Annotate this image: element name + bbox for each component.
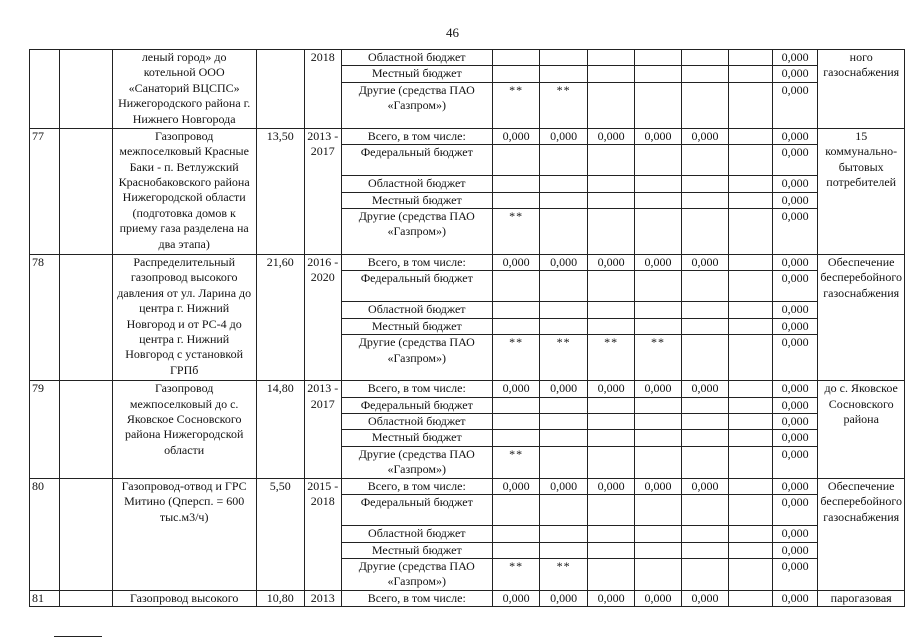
implementation-years: 2013 - 2017 — [304, 381, 341, 478]
funding-source: Всего, в том числе: — [341, 255, 492, 271]
investment-table — [29, 49, 905, 607]
annual-amount — [492, 192, 539, 208]
annual-amount — [587, 558, 634, 590]
annual-amount — [681, 66, 728, 82]
funding-source: Местный бюджет — [341, 192, 492, 208]
total-amount: 0,000 — [772, 526, 818, 542]
total-amount: 0,000 — [772, 430, 818, 446]
annual-amount — [587, 526, 634, 542]
annual-amount — [635, 302, 681, 318]
annual-amount: ** — [587, 335, 634, 381]
annual-amount: ** — [540, 558, 587, 590]
annual-amount — [635, 66, 681, 82]
blank-column — [59, 50, 112, 129]
annual-amount — [540, 397, 587, 413]
annual-amount — [587, 271, 634, 302]
annual-amount — [681, 558, 728, 590]
table-row — [30, 381, 905, 397]
blank-amount — [729, 381, 773, 397]
annual-amount — [587, 176, 634, 192]
annual-amount — [492, 66, 539, 82]
item-number: 81 — [30, 590, 60, 606]
object-name: леный город» до котельной ООО «Санаторий ВЦСПС» Нижегородского района г. Нижнего Новгорода — [112, 50, 256, 129]
funding-source: Другие (средства ПАО «Газпром») — [341, 335, 492, 381]
annual-amount: 0,000 — [635, 255, 681, 271]
funding-source: Областной бюджет — [341, 50, 492, 66]
total-amount: 0,000 — [772, 255, 818, 271]
blank-amount — [729, 128, 773, 144]
blank-column — [59, 255, 112, 381]
annual-amount — [635, 430, 681, 446]
annual-amount — [492, 176, 539, 192]
blank-amount — [729, 590, 773, 606]
annual-amount: 0,000 — [681, 255, 728, 271]
annual-amount: 0,000 — [587, 255, 634, 271]
pipeline-length: 21,60 — [256, 255, 304, 381]
total-amount: 0,000 — [772, 128, 818, 144]
blank-amount — [729, 66, 773, 82]
annual-amount — [540, 430, 587, 446]
annual-amount — [681, 209, 728, 255]
annual-amount — [492, 271, 539, 302]
annual-amount — [587, 318, 634, 334]
implementation-years: 2016 - 2020 — [304, 255, 341, 381]
blank-amount — [729, 145, 773, 176]
funding-source: Областной бюджет — [341, 414, 492, 430]
total-amount: 0,000 — [772, 302, 818, 318]
annual-amount: ** — [492, 446, 539, 478]
annual-amount — [635, 495, 681, 526]
item-number: 79 — [30, 381, 60, 478]
funding-source: Областной бюджет — [341, 526, 492, 542]
annual-amount: ** — [540, 335, 587, 381]
table-row — [30, 255, 905, 271]
implementation-years: 2013 — [304, 590, 341, 606]
annual-amount — [681, 192, 728, 208]
annual-amount — [681, 430, 728, 446]
funding-source: Местный бюджет — [341, 430, 492, 446]
blank-amount — [729, 526, 773, 542]
expected-result: 15 коммунально-бытовых потребителей — [818, 128, 905, 254]
annual-amount — [540, 318, 587, 334]
funding-source: Федеральный бюджет — [341, 145, 492, 176]
annual-amount — [635, 558, 681, 590]
annual-amount — [635, 542, 681, 558]
blank-amount — [729, 318, 773, 334]
total-amount: 0,000 — [772, 397, 818, 413]
annual-amount — [681, 495, 728, 526]
funding-source: Всего, в том числе: — [341, 128, 492, 144]
blank-amount — [729, 478, 773, 494]
total-amount: 0,000 — [772, 495, 818, 526]
annual-amount — [540, 446, 587, 478]
annual-amount — [681, 526, 728, 542]
annual-amount — [540, 302, 587, 318]
annual-amount: 0,000 — [681, 590, 728, 606]
annual-amount: 0,000 — [492, 478, 539, 494]
item-number: 78 — [30, 255, 60, 381]
blank-amount — [729, 302, 773, 318]
total-amount: 0,000 — [772, 446, 818, 478]
funding-source: Областной бюджет — [341, 302, 492, 318]
annual-amount: 0,000 — [587, 381, 634, 397]
blank-column — [59, 590, 112, 606]
funding-source: Местный бюджет — [341, 66, 492, 82]
table-row — [30, 128, 905, 144]
total-amount: 0,000 — [772, 590, 818, 606]
table-row — [30, 50, 905, 66]
funding-source: Другие (средства ПАО «Газпром») — [341, 558, 492, 590]
funding-source: Федеральный бюджет — [341, 271, 492, 302]
annual-amount — [540, 176, 587, 192]
blank-amount — [729, 192, 773, 208]
annual-amount — [540, 414, 587, 430]
annual-amount — [492, 414, 539, 430]
total-amount: 0,000 — [772, 192, 818, 208]
blank-amount — [729, 414, 773, 430]
annual-amount — [635, 82, 681, 128]
annual-amount — [681, 176, 728, 192]
annual-amount — [540, 50, 587, 66]
funding-source: Федеральный бюджет — [341, 397, 492, 413]
annual-amount: 0,000 — [635, 381, 681, 397]
annual-amount — [540, 271, 587, 302]
annual-amount — [681, 414, 728, 430]
annual-amount — [492, 302, 539, 318]
annual-amount — [587, 192, 634, 208]
annual-amount — [587, 430, 634, 446]
annual-amount — [587, 302, 634, 318]
annual-amount: ** — [492, 335, 539, 381]
annual-amount: 0,000 — [540, 478, 587, 494]
table-row — [30, 478, 905, 494]
expected-result: до с. Яковское Сосновского района — [818, 381, 905, 478]
annual-amount — [681, 145, 728, 176]
annual-amount: 0,000 — [681, 128, 728, 144]
blank-amount — [729, 430, 773, 446]
annual-amount — [492, 542, 539, 558]
blank-amount — [729, 50, 773, 66]
annual-amount: 0,000 — [681, 478, 728, 494]
total-amount: 0,000 — [772, 50, 818, 66]
total-amount: 0,000 — [772, 318, 818, 334]
annual-amount — [635, 526, 681, 542]
pipeline-length: 10,80 — [256, 590, 304, 606]
annual-amount — [492, 430, 539, 446]
annual-amount: ** — [492, 558, 539, 590]
expected-result: парогазовая — [818, 590, 905, 606]
blank-amount — [729, 446, 773, 478]
item-number: 77 — [30, 128, 60, 254]
annual-amount — [681, 318, 728, 334]
annual-amount: 0,000 — [492, 255, 539, 271]
implementation-years: 2018 — [304, 50, 341, 129]
annual-amount — [635, 209, 681, 255]
expected-result: Обеспечение бесперебойного газоснабжения — [818, 255, 905, 381]
annual-amount — [587, 446, 634, 478]
total-amount: 0,000 — [772, 542, 818, 558]
annual-amount — [492, 50, 539, 66]
annual-amount — [492, 397, 539, 413]
annual-amount: ** — [492, 82, 539, 128]
annual-amount: ** — [635, 335, 681, 381]
total-amount: 0,000 — [772, 145, 818, 176]
annual-amount — [635, 192, 681, 208]
annual-amount — [681, 446, 728, 478]
footnote-rule — [54, 636, 102, 637]
annual-amount — [635, 446, 681, 478]
annual-amount — [492, 318, 539, 334]
item-number: 80 — [30, 478, 60, 590]
annual-amount: 0,000 — [587, 128, 634, 144]
annual-amount — [635, 318, 681, 334]
expected-result: ного газоснабжения — [818, 50, 905, 129]
annual-amount — [635, 176, 681, 192]
funding-source: Всего, в том числе: — [341, 590, 492, 606]
annual-amount — [635, 145, 681, 176]
annual-amount: 0,000 — [635, 478, 681, 494]
expected-result: Обеспечение бесперебойного газоснабжения — [818, 478, 905, 590]
pipeline-length: 5,50 — [256, 478, 304, 590]
total-amount: 0,000 — [772, 66, 818, 82]
annual-amount — [681, 542, 728, 558]
funding-source: Другие (средства ПАО «Газпром») — [341, 82, 492, 128]
funding-source: Местный бюджет — [341, 542, 492, 558]
blank-amount — [729, 176, 773, 192]
annual-amount — [540, 542, 587, 558]
item-number — [30, 50, 60, 129]
annual-amount — [681, 50, 728, 66]
blank-amount — [729, 335, 773, 381]
funding-source: Федеральный бюджет — [341, 495, 492, 526]
annual-amount: 0,000 — [540, 128, 587, 144]
annual-amount — [540, 209, 587, 255]
annual-amount: 0,000 — [492, 128, 539, 144]
annual-amount — [587, 414, 634, 430]
blank-column — [59, 381, 112, 478]
annual-amount: 0,000 — [540, 381, 587, 397]
annual-amount: 0,000 — [540, 590, 587, 606]
total-amount: 0,000 — [772, 335, 818, 381]
table-row — [30, 590, 905, 606]
blank-amount — [729, 209, 773, 255]
annual-amount: 0,000 — [587, 590, 634, 606]
annual-amount — [587, 495, 634, 526]
blank-column — [59, 128, 112, 254]
object-name: Газопровод высокого — [112, 590, 256, 606]
funding-source: Местный бюджет — [341, 318, 492, 334]
annual-amount: 0,000 — [492, 590, 539, 606]
annual-amount: 0,000 — [635, 128, 681, 144]
annual-amount — [635, 414, 681, 430]
annual-amount — [492, 526, 539, 542]
annual-amount — [540, 192, 587, 208]
annual-amount — [540, 145, 587, 176]
annual-amount — [540, 495, 587, 526]
page-number: 46 — [446, 25, 459, 40]
pipeline-length — [256, 50, 304, 129]
blank-amount — [729, 558, 773, 590]
funding-source: Областной бюджет — [341, 176, 492, 192]
annual-amount — [587, 82, 634, 128]
blank-amount — [729, 397, 773, 413]
annual-amount — [587, 66, 634, 82]
total-amount: 0,000 — [772, 381, 818, 397]
annual-amount — [635, 271, 681, 302]
total-amount: 0,000 — [772, 271, 818, 302]
pipeline-length: 14,80 — [256, 381, 304, 478]
total-amount: 0,000 — [772, 558, 818, 590]
implementation-years: 2015 - 2018 — [304, 478, 341, 590]
annual-amount: ** — [492, 209, 539, 255]
blank-amount — [729, 542, 773, 558]
object-name: Газопровод межпоселковый до с. Яковское Сосновского района Нижегородской области — [112, 381, 256, 478]
annual-amount — [681, 271, 728, 302]
annual-amount — [587, 397, 634, 413]
annual-amount — [492, 495, 539, 526]
blank-amount — [729, 82, 773, 128]
annual-amount: 0,000 — [540, 255, 587, 271]
annual-amount — [681, 397, 728, 413]
annual-amount — [587, 50, 634, 66]
annual-amount — [492, 145, 539, 176]
annual-amount — [681, 335, 728, 381]
annual-amount — [681, 82, 728, 128]
total-amount: 0,000 — [772, 478, 818, 494]
funding-source: Другие (средства ПАО «Газпром») — [341, 209, 492, 255]
blank-amount — [729, 271, 773, 302]
annual-amount: 0,000 — [635, 590, 681, 606]
pipeline-length: 13,50 — [256, 128, 304, 254]
blank-column — [59, 478, 112, 590]
annual-amount — [540, 526, 587, 542]
annual-amount — [681, 302, 728, 318]
annual-amount: ** — [540, 82, 587, 128]
annual-amount — [540, 66, 587, 82]
annual-amount — [635, 397, 681, 413]
blank-amount — [729, 495, 773, 526]
blank-amount — [729, 255, 773, 271]
total-amount: 0,000 — [772, 414, 818, 430]
total-amount: 0,000 — [772, 176, 818, 192]
funding-source: Всего, в том числе: — [341, 381, 492, 397]
object-name: Газопровод межпоселковый Красные Баки - п. Ветлужский Краснобаковского района Нижегородской области (подготовка домов к приему газа разделена на два этапа) — [112, 128, 256, 254]
funding-source: Другие (средства ПАО «Газпром») — [341, 446, 492, 478]
annual-amount: 0,000 — [492, 381, 539, 397]
implementation-years: 2013 - 2017 — [304, 128, 341, 254]
total-amount: 0,000 — [772, 209, 818, 255]
annual-amount — [587, 542, 634, 558]
object-name: Распределительный газопровод высокого давления от ул. Ларина до центра г. Нижний Новгород и от РС-4 до центра г. Нижний Новгород с установкой ГРПб — [112, 255, 256, 381]
annual-amount — [635, 50, 681, 66]
annual-amount: 0,000 — [587, 478, 634, 494]
annual-amount — [587, 145, 634, 176]
annual-amount — [587, 209, 634, 255]
annual-amount: 0,000 — [681, 381, 728, 397]
funding-source: Всего, в том числе: — [341, 478, 492, 494]
object-name: Газопровод-отвод и ГРС Митино (Qперсп. = 600 тыс.м3/ч) — [112, 478, 256, 590]
total-amount: 0,000 — [772, 82, 818, 128]
